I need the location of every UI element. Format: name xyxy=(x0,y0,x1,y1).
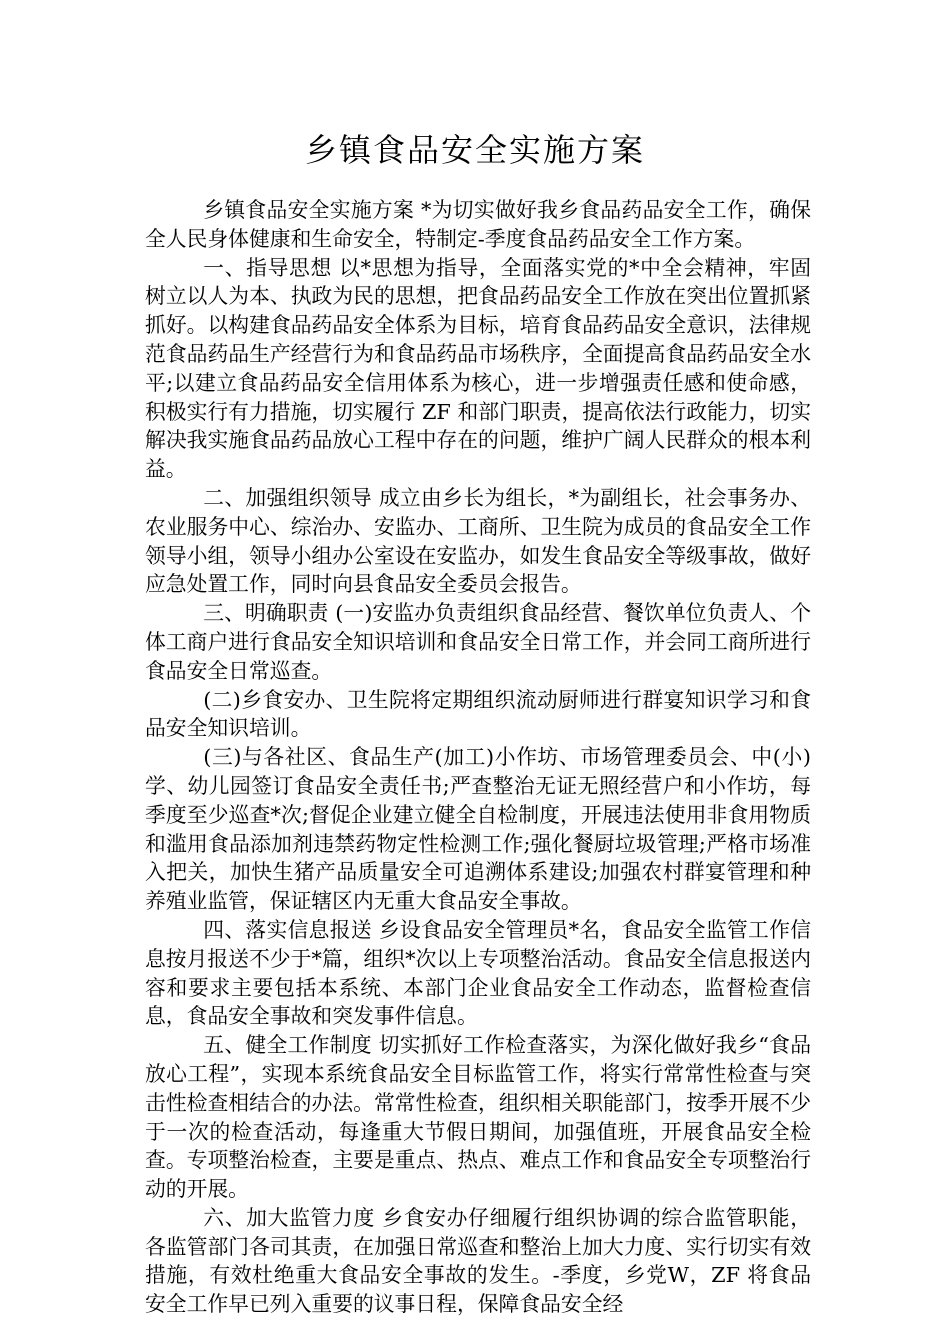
paragraph-responsibilities-2: (二)乡食安办、卫生院将定期组织流动厨师进行群宴知识学习和食品安全知识培训。 xyxy=(145,687,811,741)
paragraph-organization-leadership: 二、加强组织领导 成立由乡长为组长，*为副组长，社会事务办、农业服务中心、综治办、安监办、工商所、卫生院为成员的食品安全工作领导小组，领导小组办公室设在安监办，如发生食品安全等级事故，做好应急处置工作，同时向县食品安全委员会报告。 xyxy=(145,485,811,597)
paragraph-intro: 乡镇食品安全实施方案 *为切实做好我乡食品药品安全工作，确保全人民身体健康和生命安全，特制定-季度食品药品安全工作方案。 xyxy=(145,198,811,251)
paragraph-work-system: 五、健全工作制度 切实抓好工作检查落实，为深化做好我乡“食品放心工程”，实现本系统食品安全目标监管工作，将实行常常性检查与突击性检查相结合的办法。常常性检查，组织相关职能部门，按季开展不少于一次的检查活动，每逢重大节假日期间，加强值班，开展食品安全检查。专项整治检查，主要是重点、热点、难点工作和食品安全专项整治行动的开展。 xyxy=(145,1033,811,1202)
document-title: 乡镇食品安全实施方案 xyxy=(304,131,645,169)
paragraph-responsibilities-3: (三)与各社区、食品生产(加工)小作坊、市场管理委员会、中(小)学、幼儿园签订食品安全责任书;严查整治无证无照经营户和小作坊，每季度至少巡查*次;督促企业建立健全自检制度，开展违法使用非食用物质和滥用食品添加剂违禁药物定性检测工作;强化餐厨垃圾管理;严格市场准入把关，加快生猪产品质量安全可追溯体系建设;加强农村群宴管理和种养殖业监管，保证辖区内无重大食品安全事故。 xyxy=(145,745,811,914)
paragraph-guiding-ideology: 一、指导思想 以*思想为指导，全面落实党的*中全会精神，牢固树立以人为本、执政为民的思想，把食品药品安全工作放在突出位置抓紧抓好。以构建食品药品安全体系为目标，培育食品药品安全意识，法律规范食品药品生产经营行为和食品药品市场秩序，全面提高食品药品安全水平;以建立食品药品安全信用体系为核心，进一步增强责任感和使命感，积极实行有力措施，切实履行 ZF 和部门职责，提高依法行政能力，切实解决我实施食品药品放心工程中存在的问题，维护广阔人民群众的根本利益。 xyxy=(145,255,812,482)
paragraph-supervision: 六、加大监管力度 乡食安办仔细履行组织协调的综合监管职能，各监管部门各司其责，在加强日常巡查和整治上加大力度、实行切实有效措施，有效杜绝重大食品安全事故的发生。-季度，乡党W，ZF 将食品安全工作早已列入重要的议事日程，保障食品安全经 xyxy=(145,1205,811,1317)
paragraph-information-reporting: 四、落实信息报送 乡设食品安全管理员*名，食品安全监管工作信息按月报送不少于*篇，组织*次以上专项整治活动。食品安全信息报送内容和要求主要包括本系统、本部门企业食品安全工作动态，监督检查信息，食品安全事故和突发事件信息。 xyxy=(145,917,811,1029)
paragraph-responsibilities: 三、明确职责 (一)安监办负责组织食品经营、餐饮单位负责人、个体工商户进行食品安全知识培训和食品安全日常工作，并会同工商所进行食品安全日常巡查。 xyxy=(145,601,811,683)
document-body xyxy=(145,196,811,1319)
